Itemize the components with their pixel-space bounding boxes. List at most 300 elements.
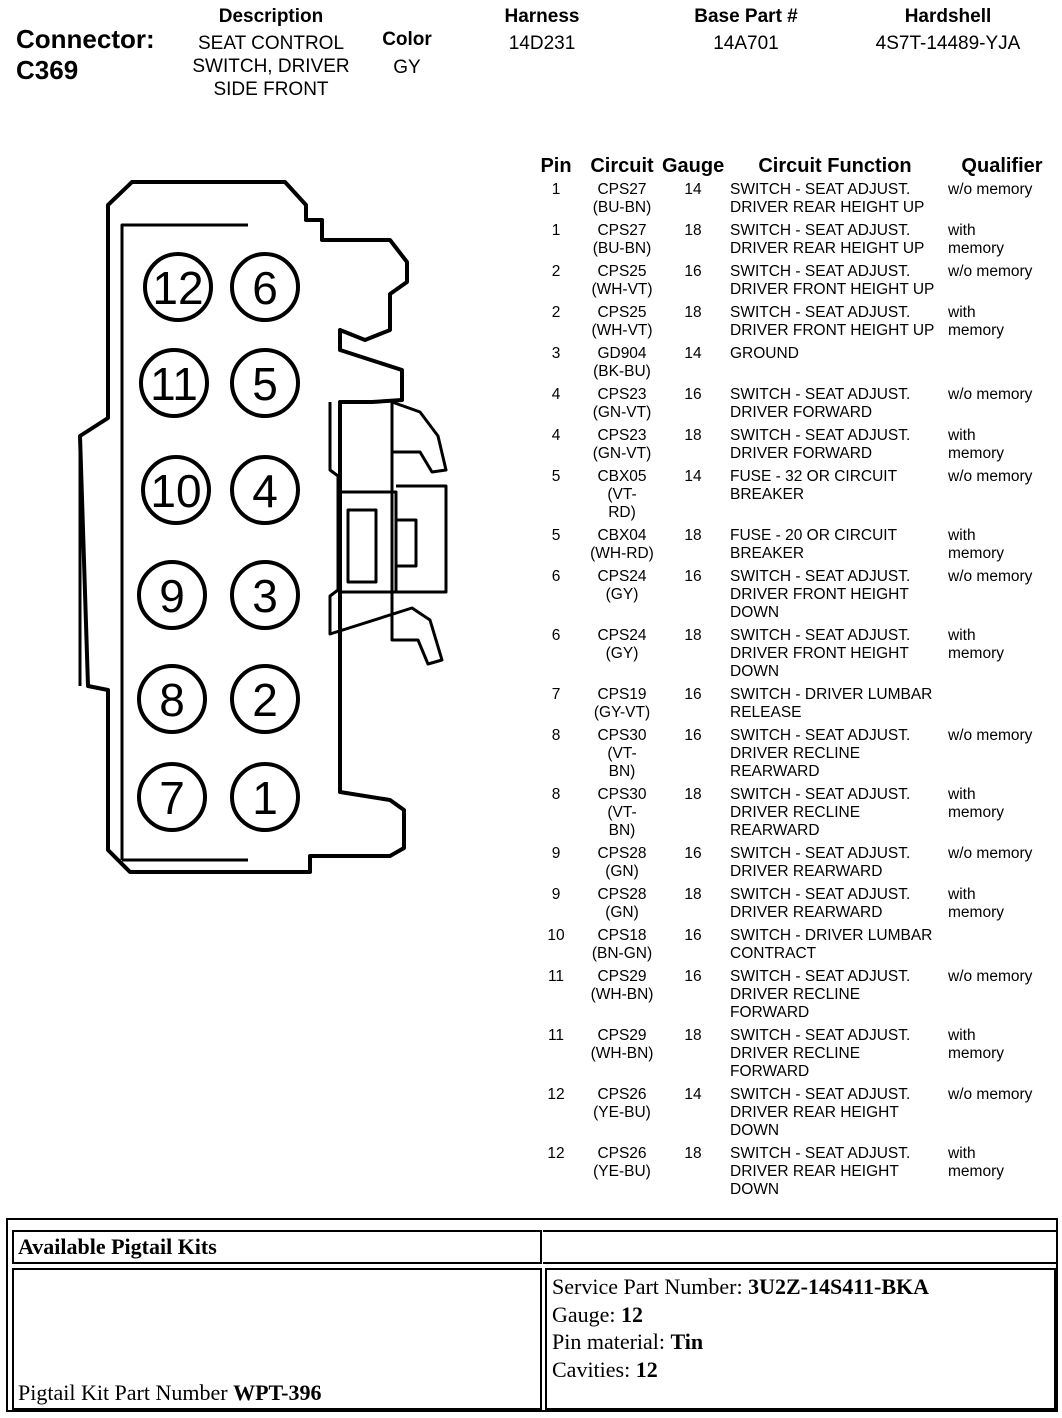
cell-circuit-function-line: DOWN [730, 663, 780, 680]
cell-circuit-function-line: DRIVER REAR HEIGHT UP [730, 199, 925, 216]
cell-qualifier-line: memory [948, 1045, 1004, 1062]
service-part-value: 3U2Z-14S411-BKA [748, 1274, 930, 1299]
pigtail-kit-value: WPT-396 [233, 1380, 322, 1405]
cell-circuit-function [724, 468, 946, 527]
cell-circuit-function-line: DRIVER FRONT HEIGHT [730, 645, 909, 662]
cell-circuit-function [724, 886, 946, 927]
service-part-number [552, 1273, 1054, 1301]
service-part-label: Service Part Number: [552, 1274, 749, 1299]
cell-circuit-line: CPS24 [597, 568, 647, 585]
cell-circuit-line: CBX05 (VT- [597, 468, 647, 503]
cell-circuit-function-line: DOWN [730, 1181, 780, 1198]
description-label: Description [218, 6, 324, 27]
cell-qualifier [946, 222, 1058, 263]
cell-circuit-line: CPS23 [597, 427, 647, 444]
cell-circuit-line: CPS25 [597, 304, 647, 321]
table-row [530, 686, 1058, 727]
connector-label [16, 24, 155, 86]
table-row [530, 927, 1058, 968]
cell-circuit-function [724, 627, 946, 686]
cell-qualifier [946, 1027, 1058, 1086]
cell-circuit-function-line: DRIVER REAR HEIGHT [730, 1104, 899, 1121]
cell-pin: 9 [551, 845, 561, 862]
table-row [530, 263, 1058, 304]
cell-circuit-function [724, 568, 946, 627]
connector-id: C369 [16, 55, 79, 85]
cell-pin: 8 [551, 786, 561, 803]
harness-value: 14D231 [508, 33, 576, 54]
cell-circuit-function-line: GROUND [730, 345, 799, 362]
pin-table-header-row [530, 150, 1058, 181]
cell-circuit-function [724, 386, 946, 427]
cell-circuit [582, 468, 662, 527]
cell-gauge: 16 [684, 263, 702, 280]
cell-circuit-function-line: SWITCH - SEAT ADJUST. [730, 263, 911, 280]
cell-qualifier-line: w/o memory [948, 845, 1033, 862]
table-row [530, 345, 1058, 386]
pin-cavity-12 [145, 254, 211, 320]
cell-circuit-function-line: DRIVER REAR HEIGHT [730, 1163, 899, 1180]
connector-label-text: Connector: [16, 24, 155, 54]
cell-circuit-function-line: BREAKER [730, 486, 805, 503]
cell-circuit [582, 968, 662, 1027]
cell-qualifier-line: memory [948, 1163, 1004, 1180]
cell-circuit-function [724, 786, 946, 845]
cell-pin: 6 [551, 568, 561, 585]
pin-label: 4 [252, 465, 278, 517]
table-row [530, 1086, 1058, 1145]
cell-qualifier-line: memory [948, 545, 1004, 562]
cell-circuit-function [724, 527, 946, 568]
cell-qualifier-line: memory [948, 804, 1004, 821]
col-header-circuit: Circuit [590, 155, 654, 177]
cell-circuit-function-line: SWITCH - SEAT ADJUST. [730, 968, 911, 985]
cell-qualifier-line: memory [948, 904, 1004, 921]
table-row [530, 468, 1058, 527]
table-row [530, 845, 1058, 886]
cell-circuit-line: (BU-BN) [592, 240, 652, 257]
cell-gauge: 18 [684, 527, 702, 544]
pin-label: 10 [150, 465, 202, 517]
cell-circuit-line: RD) [608, 504, 636, 521]
cell-circuit-function-line: DRIVER RECLINE [730, 745, 861, 762]
cell-circuit-function-line: DRIVER REARWARD [730, 904, 883, 921]
cell-qualifier-line: with [948, 1145, 976, 1162]
cell-circuit [582, 181, 662, 222]
cell-circuit-function-line: SWITCH - SEAT ADJUST. [730, 845, 911, 862]
cell-circuit-line: (BN-GN) [591, 945, 653, 962]
cell-circuit-line: (BU-BN) [592, 199, 652, 216]
pin-cavity-9 [139, 562, 205, 628]
cell-pin: 1 [551, 181, 561, 198]
cell-gauge: 16 [684, 568, 702, 585]
cell-qualifier-line: w/o memory [948, 1086, 1033, 1103]
cell-circuit-function-line: DRIVER FORWARD [730, 404, 873, 421]
cell-gauge: 18 [684, 627, 702, 644]
harness-header [472, 6, 612, 55]
cell-circuit-line: CPS19 [597, 686, 647, 703]
cell-circuit [582, 627, 662, 686]
cell-circuit-function-line: SWITCH - SEAT ADJUST. [730, 427, 911, 444]
cell-pin: 4 [551, 386, 561, 403]
cell-pin: 9 [551, 886, 561, 903]
cell-gauge: 18 [684, 1145, 702, 1162]
cell-pin: 4 [551, 427, 561, 444]
cell-pin: 3 [551, 345, 561, 362]
color-label: Color [382, 29, 432, 50]
col-header-gauge: Gauge [662, 155, 725, 177]
hardshell-value: 4S7T-14489-YJA [875, 33, 1021, 54]
pigtail-gauge-label: Gauge: [552, 1301, 622, 1327]
description-line-2: SWITCH, DRIVER [192, 56, 350, 77]
cell-circuit-line: (WH-VT) [591, 322, 653, 339]
cell-circuit-function-line: DRIVER RECLINE [730, 804, 861, 821]
cell-gauge: 14 [684, 181, 702, 198]
color-value: GY [393, 57, 421, 78]
description-line-1: SEAT CONTROL [197, 33, 345, 54]
cell-circuit-function-line: DOWN [730, 604, 780, 621]
cell-qualifier [946, 181, 1058, 222]
table-row [530, 1027, 1058, 1086]
cell-circuit [582, 304, 662, 345]
cell-qualifier-line: with [948, 627, 976, 644]
cell-circuit-function [724, 304, 946, 345]
cell-circuit-line: (GN-VT) [592, 404, 652, 421]
cell-gauge: 16 [684, 927, 702, 944]
cavities-label: Cavities: [552, 1356, 636, 1382]
pin-cavity-5 [232, 350, 298, 416]
cell-circuit-line: (YE-BU) [593, 1104, 651, 1121]
cell-circuit [582, 686, 662, 727]
col-header-circuit-function: Circuit Function [758, 155, 912, 177]
cell-circuit [582, 786, 662, 845]
color-header [366, 29, 448, 79]
cell-circuit-function [724, 222, 946, 263]
cell-qualifier-line: w/o memory [948, 181, 1033, 198]
cell-circuit-line: CPS27 [597, 222, 647, 239]
cell-qualifier [946, 1086, 1058, 1145]
cell-circuit-line: (GY) [605, 645, 639, 662]
cell-circuit-line: (GN) [605, 863, 639, 880]
cell-qualifier-line: with [948, 304, 976, 321]
cell-circuit [582, 527, 662, 568]
table-row [530, 886, 1058, 927]
pin-cavity-3 [232, 562, 298, 628]
cell-qualifier-line: with [948, 786, 976, 803]
cell-circuit-function [724, 427, 946, 468]
pin-cavity-10 [143, 457, 209, 523]
pin-label: 3 [252, 570, 278, 622]
cell-circuit-function [724, 968, 946, 1027]
cell-gauge: 18 [684, 886, 702, 903]
cell-circuit-function [724, 263, 946, 304]
cell-pin: 7 [551, 686, 561, 703]
cell-qualifier-line: memory [948, 645, 1004, 662]
cell-qualifier-line: memory [948, 240, 1004, 257]
pin-table-body [530, 181, 1058, 1204]
cell-circuit-line: CPS30 (VT- [597, 727, 647, 762]
table-row [530, 1145, 1058, 1204]
pin-table [530, 150, 1058, 1204]
pin-cavity-4 [232, 457, 298, 523]
cell-qualifier [946, 727, 1058, 786]
cell-circuit-function [724, 927, 946, 968]
cell-qualifier [946, 263, 1058, 304]
cell-circuit-function-line: FORWARD [730, 1004, 810, 1021]
cell-qualifier [946, 845, 1058, 886]
cell-circuit-function [724, 686, 946, 727]
connector-face-diagram [60, 160, 460, 890]
cell-qualifier-line: w/o memory [948, 568, 1033, 585]
cell-circuit-function-line: SWITCH - DRIVER LUMBAR [730, 927, 933, 944]
cell-pin: 8 [551, 727, 561, 744]
cell-qualifier-line: w/o memory [948, 727, 1033, 744]
cell-circuit [582, 568, 662, 627]
pigtail-kit-cell [12, 1268, 542, 1410]
hardshell-label: Hardshell [904, 6, 992, 27]
cell-pin: 2 [551, 304, 561, 321]
pigtail-gauge-value: 12 [621, 1301, 644, 1327]
cavities-value: 12 [635, 1356, 658, 1382]
cell-pin: 5 [551, 527, 561, 544]
pin-label: 6 [252, 262, 278, 314]
cell-circuit-line: (WH-BN) [590, 986, 654, 1003]
pin-circle-group [139, 254, 298, 830]
description-line-3: SIDE FRONT [213, 79, 329, 100]
pigtail-kit-label: Pigtail Kit Part Number [18, 1380, 234, 1405]
cell-circuit-function-line: BREAKER [730, 545, 805, 562]
cell-qualifier [946, 568, 1058, 627]
cell-circuit-function-line: SWITCH - SEAT ADJUST. [730, 786, 911, 803]
table-row [530, 427, 1058, 468]
cell-circuit [582, 386, 662, 427]
cell-gauge: 16 [684, 686, 702, 703]
table-row [530, 386, 1058, 427]
cell-gauge: 16 [684, 386, 702, 403]
pigtail-pin-material [552, 1328, 1054, 1356]
cell-circuit-function-line: SWITCH - SEAT ADJUST. [730, 1086, 911, 1103]
cell-circuit-function-line: SWITCH - SEAT ADJUST. [730, 386, 911, 403]
cell-circuit-function [724, 181, 946, 222]
cell-circuit [582, 222, 662, 263]
cell-qualifier [946, 968, 1058, 1027]
cell-circuit [582, 886, 662, 927]
cell-circuit [582, 427, 662, 468]
cell-circuit [582, 1086, 662, 1145]
cell-circuit [582, 345, 662, 386]
table-row [530, 527, 1058, 568]
pin-label: 1 [252, 772, 278, 824]
cell-circuit-function-line: DRIVER FRONT HEIGHT UP [730, 322, 935, 339]
pin-label: 8 [159, 674, 185, 726]
cell-circuit-function [724, 1086, 946, 1145]
cell-circuit-function [724, 845, 946, 886]
cell-pin: 10 [547, 927, 565, 944]
cell-circuit-function [724, 1145, 946, 1204]
pigtail-kits-box [6, 1218, 1058, 1412]
cell-circuit-function-line: FUSE - 20 OR CIRCUIT [730, 527, 898, 544]
cell-circuit-line: (BK-BU) [593, 363, 651, 380]
pigtail-title: Available Pigtail Kits [12, 1230, 542, 1264]
pigtail-header-blank-cell [543, 1230, 1056, 1264]
cell-circuit-line: CPS29 [597, 1027, 647, 1044]
table-row [530, 786, 1058, 845]
cell-gauge: 14 [684, 345, 702, 362]
base-part-header [664, 6, 828, 55]
cell-circuit [582, 727, 662, 786]
pin-cavity-1 [232, 764, 298, 830]
cell-qualifier [946, 468, 1058, 527]
pin-cavity-7 [139, 764, 205, 830]
pin-label: 2 [252, 674, 278, 726]
cell-gauge: 18 [684, 1027, 702, 1044]
cell-circuit-function-line: DRIVER FORWARD [730, 445, 873, 462]
cell-circuit-line: CPS18 [597, 927, 647, 944]
cell-circuit-function-line: REARWARD [730, 763, 820, 780]
cell-pin: 1 [551, 222, 561, 239]
cell-pin: 5 [551, 468, 561, 485]
pin-cavity-8 [139, 666, 205, 732]
cell-circuit-line: CPS25 [597, 263, 647, 280]
cell-circuit-line: CPS27 [597, 181, 647, 198]
cell-circuit-function-line: SWITCH - SEAT ADJUST. [730, 886, 911, 903]
pin-label: 9 [159, 570, 185, 622]
cell-qualifier [946, 345, 1058, 386]
cell-qualifier [946, 686, 1058, 727]
col-header-pin: Pin [540, 155, 572, 177]
pin-material-label: Pin material: [552, 1329, 671, 1354]
cell-gauge: 16 [684, 727, 702, 744]
pin-cavity-6 [232, 254, 298, 320]
cell-circuit-function [724, 727, 946, 786]
cell-qualifier [946, 304, 1058, 345]
pin-label: 12 [152, 262, 204, 314]
cell-qualifier-line: w/o memory [948, 968, 1033, 985]
cell-circuit-function-line: SWITCH - SEAT ADJUST. [730, 304, 911, 321]
cell-circuit-function-line: SWITCH - SEAT ADJUST. [730, 727, 911, 744]
pin-label: 5 [252, 358, 278, 410]
table-row [530, 304, 1058, 345]
cell-qualifier [946, 527, 1058, 568]
cell-qualifier-line: with [948, 886, 976, 903]
cell-gauge: 18 [684, 427, 702, 444]
cell-circuit-line: CPS28 [597, 845, 647, 862]
cell-circuit-line: (GY) [605, 586, 639, 603]
cell-pin: 12 [547, 1145, 565, 1162]
cell-circuit-line: (GN-VT) [592, 445, 652, 462]
cell-qualifier-line: w/o memory [948, 386, 1033, 403]
cell-circuit-line: CPS26 [597, 1086, 647, 1103]
cell-circuit-function-line: SWITCH - SEAT ADJUST. [730, 1027, 911, 1044]
cell-qualifier [946, 786, 1058, 845]
cell-circuit-function [724, 1027, 946, 1086]
table-row [530, 568, 1058, 627]
cell-circuit-line: CPS29 [597, 968, 647, 985]
cell-gauge: 18 [684, 786, 702, 803]
cell-qualifier-line: with [948, 427, 976, 444]
cell-gauge: 16 [684, 845, 702, 862]
cell-gauge: 14 [684, 1086, 702, 1103]
cell-circuit-function-line: FUSE - 32 OR CIRCUIT [730, 468, 898, 485]
base-part-label: Base Part # [694, 6, 798, 27]
col-header-qualifier: Qualifier [961, 155, 1043, 177]
pigtail-kit-part-number [18, 1380, 322, 1406]
cell-circuit-function-line: DOWN [730, 1122, 780, 1139]
pigtail-gauge [552, 1301, 1054, 1329]
cell-circuit-function-line: SWITCH - SEAT ADJUST. [730, 181, 911, 198]
description-header [176, 6, 366, 101]
cell-circuit-function-line: SWITCH - SEAT ADJUST. [730, 1145, 911, 1162]
cell-circuit-line: GD904 [597, 345, 647, 362]
cell-qualifier-line: with [948, 222, 976, 239]
table-row [530, 727, 1058, 786]
cell-pin: 11 [547, 968, 565, 985]
pin-cavity-11 [141, 350, 207, 416]
cell-circuit-function-line: DRIVER RECLINE [730, 1045, 861, 1062]
cell-circuit-function-line: DRIVER REAR HEIGHT UP [730, 240, 925, 257]
cell-circuit-line: CPS26 [597, 1145, 647, 1162]
table-row [530, 968, 1058, 1027]
cell-circuit-function-line: DRIVER FRONT HEIGHT [730, 586, 909, 603]
hardshell-header [848, 6, 1048, 55]
cell-circuit [582, 845, 662, 886]
cell-gauge: 18 [684, 304, 702, 321]
cell-circuit [582, 263, 662, 304]
harness-label: Harness [504, 6, 580, 27]
cell-circuit [582, 1145, 662, 1204]
cell-qualifier [946, 427, 1058, 468]
cell-qualifier [946, 627, 1058, 686]
cell-circuit-function-line: DRIVER REARWARD [730, 863, 883, 880]
cell-circuit-function [724, 345, 946, 386]
cell-qualifier-line: w/o memory [948, 468, 1033, 485]
cell-circuit-line: (GY-VT) [593, 704, 651, 721]
pigtail-cavities [552, 1356, 1054, 1384]
cell-circuit-function-line: SWITCH - SEAT ADJUST. [730, 627, 911, 644]
pigtail-spec-cell [545, 1268, 1056, 1410]
table-row [530, 222, 1058, 263]
pin-label: 11 [150, 358, 198, 410]
cell-circuit-line: (YE-BU) [593, 1163, 651, 1180]
cell-circuit-function-line: SWITCH - SEAT ADJUST. [730, 222, 911, 239]
table-row [530, 181, 1058, 222]
cell-qualifier-line: w/o memory [948, 263, 1033, 280]
cell-circuit-line: (WH-VT) [591, 281, 653, 298]
cell-circuit-function-line: FORWARD [730, 1063, 810, 1080]
cell-circuit-line: CPS28 [597, 886, 647, 903]
cell-gauge: 18 [684, 222, 702, 239]
cell-circuit-line: BN) [608, 763, 636, 780]
cell-circuit-function-line: CONTRACT [730, 945, 817, 962]
cell-circuit-line: (WH-BN) [590, 1045, 654, 1062]
cell-circuit-function-line: RELEASE [730, 704, 802, 721]
cell-qualifier-line: memory [948, 445, 1004, 462]
cell-pin: 12 [547, 1086, 565, 1103]
cell-circuit-function-line: SWITCH - SEAT ADJUST. [730, 568, 911, 585]
cell-qualifier [946, 886, 1058, 927]
cell-pin: 2 [551, 263, 561, 280]
cell-qualifier [946, 1145, 1058, 1204]
cell-circuit-line: (GN) [605, 904, 639, 921]
cell-pin: 11 [547, 1027, 565, 1044]
cell-circuit-function-line: REARWARD [730, 822, 820, 839]
pin-cavity-2 [232, 666, 298, 732]
cell-circuit-line: CPS30 (VT- [597, 786, 647, 821]
cell-gauge: 14 [684, 468, 702, 485]
cell-gauge: 16 [684, 968, 702, 985]
cell-circuit-line: CBX04 [597, 527, 647, 544]
cell-circuit-line: BN) [608, 822, 636, 839]
